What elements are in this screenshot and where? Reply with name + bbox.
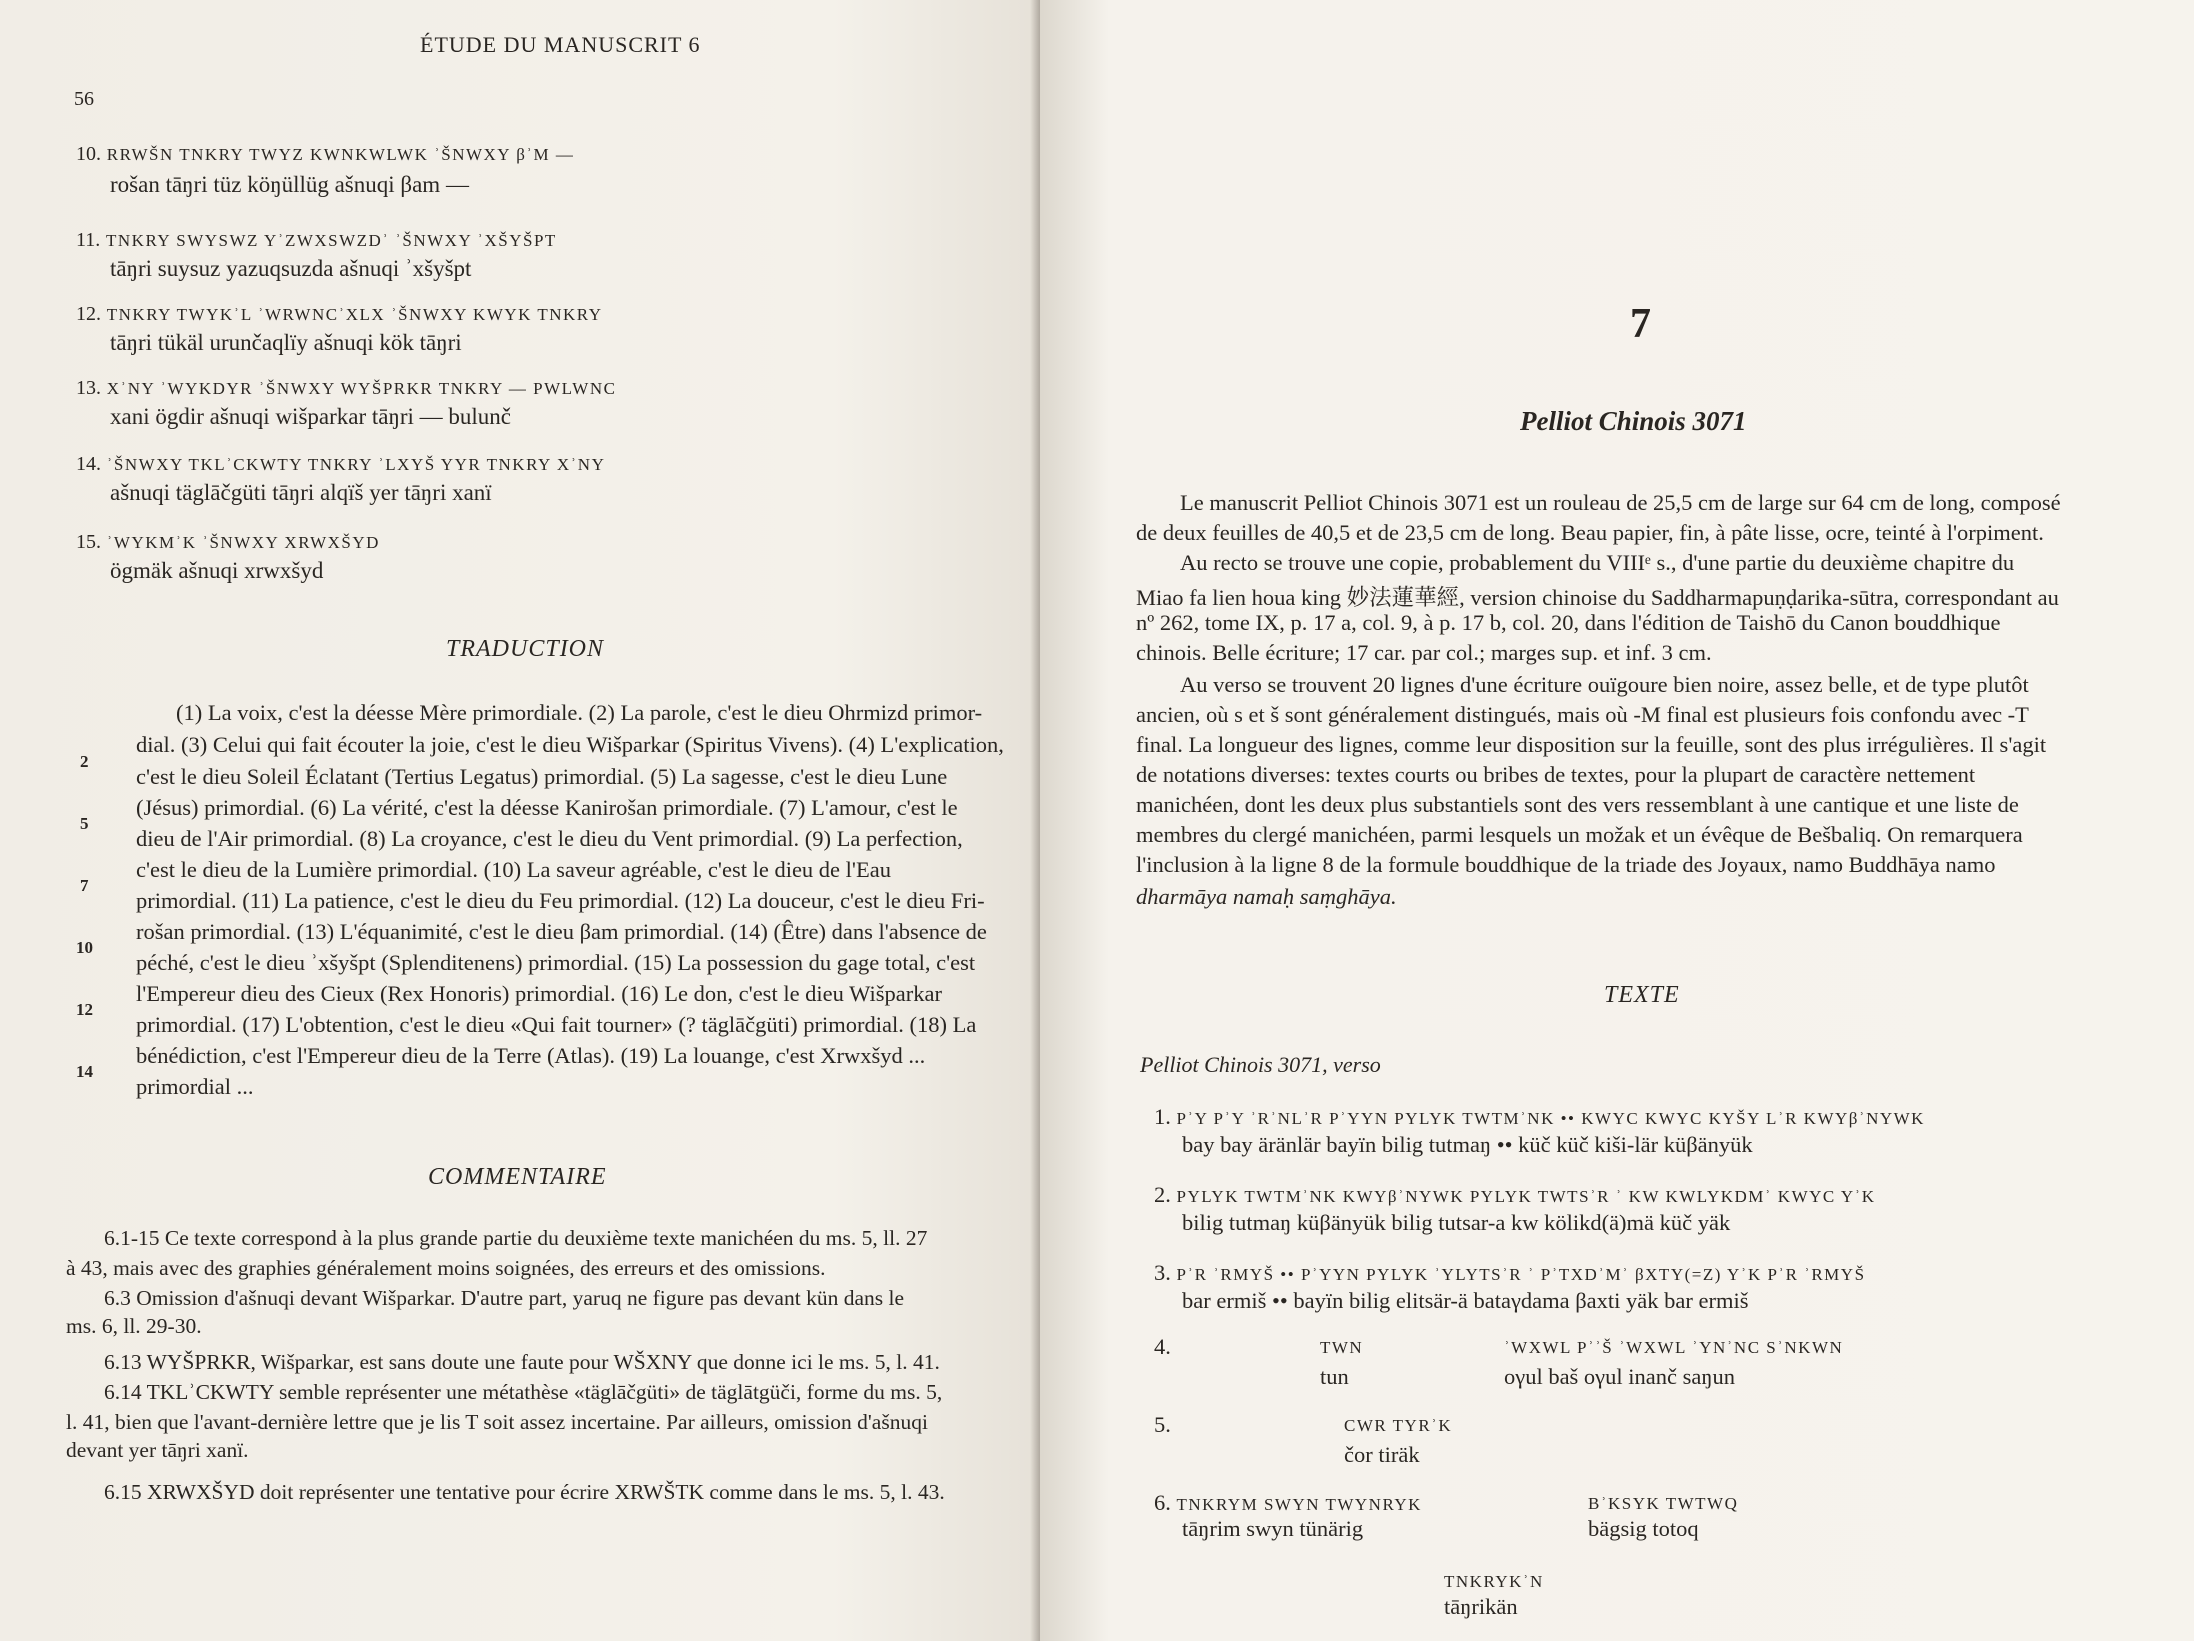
right-page xyxy=(1040,0,2194,1641)
text-line: TNKRYKʾN xyxy=(1444,1572,1544,1591)
commentaire-heading: COMMENTAIRE xyxy=(428,1164,607,1190)
text-line: 15. ʾWYKMʾK ʾŠNWXY XRWXŠYD xyxy=(76,531,380,553)
verso-label: Pelliot Chinois 3071, verso xyxy=(1140,1052,1381,1077)
text-line: 11. TNKRY SWYSWZ YʾZWXSWZDʾ ʾŠNWXY ʾXŠYŠPT xyxy=(76,229,557,251)
intro-line: de notations diverses: textes courts ou bribes de textes, pour la plupart de caractère nettement xyxy=(1136,762,1976,787)
traduction-line: dieu de l'Air primordial. (8) La croyance, c'est le dieu du Vent primordial. (9) La perfection, xyxy=(136,826,963,851)
text-line: 12. TNKRY TWYKʾL ʾWRWNCʾXLX ʾŠNWXY KWYK TNKRY xyxy=(76,303,603,325)
intro-line: Miao fa lien houa king 妙法蓮華經, version chinoise du Saddharmapuṇḍarika-sūtra, correspondant au xyxy=(1136,585,2059,610)
text-line-latin: tāŋrim swyn tünärig xyxy=(1182,1516,1364,1541)
texte-heading: TEXTE xyxy=(1604,982,1680,1008)
traduction-line: dial. (3) Celui qui fait écouter la joie, c'est le dieu Wišparkar (Spiritus Vivens). (4) L'explication, xyxy=(136,732,1004,757)
traduction-heading: TRADUCTION xyxy=(446,636,605,662)
text-line-latin: ögmäk ašnuqi xrwxšyd xyxy=(110,558,324,583)
traduction-line: primordial ... xyxy=(136,1074,254,1099)
text-line: 2. PYLYK TWTMʾNK KWYβʾNYWK PYLYK TWTSʾR ʾ KW KWLYKDMʾ KWYC YʾK xyxy=(1154,1182,1876,1207)
text-line-latin: oγul baš oγul inanč saŋun xyxy=(1504,1364,1735,1389)
text-line: BʾKSYK TWTWQ xyxy=(1588,1494,1739,1513)
intro-line: Au recto se trouve une copie, probablement du VIIIᵉ s., d'une partie du deuxième chapitre du xyxy=(1180,550,2015,575)
text-line-number: 5. xyxy=(1154,1412,1171,1437)
text-line-latin: bilig tutmaŋ küβänyük bilig tutsar-a kw kölikd(ä)mä küč yäk xyxy=(1182,1210,1731,1235)
commentaire-line: devant yer tāŋri xanï. xyxy=(66,1438,249,1462)
commentaire-line: 6.14 TKLʾCKWTY semble représenter une métathèse «täglāčgüti» de täglātgüči, forme du ms. 5, xyxy=(104,1380,943,1404)
text-line: 10. RRWŠN TNKRY TWYZ KWNKWLWK ʾŠNWXY βʾM — xyxy=(76,143,575,165)
left-page: ÉTUDE DU MANUSCRIT 6 56 10. RRWŠN TNKRY TWYZ KWNKWLWK ʾŠNWXY βʾM — rošan tāŋri tüz köŋüllüg ašnuqi βam — 11. TNKRY SWYSWZ YʾZWXSWZDʾ ʾŠNWXY ʾXŠYŠPT tāŋri suysuz yazuqsuzda ašnuqi ʾxšyšpt 12. TNKRY TWYKʾL ʾWRWNCʾXLX ʾŠNWXY KWYK TNKRY tāŋri tükäl urunčaqlïy ašnuqi kök tāŋri 13. XʾNY ʾWYKDYR ʾŠNWXY WYŠPRKR TNKRY — PWLWNC xani ögdir ašnuqi wišparkar tāŋri — bulunč 14. ʾŠNWXY TKLʾCKWTY TNKRY ʾLXYŠ YYR TNKRY XʾNY ašnuqi täglāčgüti tāŋri alqïš yer tāŋri xanï 15. ʾWYKMʾK ʾŠNWXY XRWXŠYD ögmäk ašnuqi xrwxšyd TRADUCTION 2 5 7 10 12 14 (1) La voix, c'est la déesse Mère primordiale. (2) La parole, c'est le dieu Ohrmizd primor- dial. (3) Celui qui fait écouter la joie, c'est le dieu Wišparkar (Spiritus Vivens). (4) L'explication, c'est le dieu Soleil Éclatant (Tertius Legatus) primordial. (5) La sagesse, c'est le dieu Lune (Jésus) primordial. (6) La vérité, c'est la déesse Kanirošan primordiale. (7) L'amour, c'est le dieu de l'Air primordial. (8) La croyance, c'est le dieu du Vent primordial. (9) La perfection, c'est le dieu de la Lumière primordial. (10) La saveur agréable, c'est le dieu de l'Eau primordial. (11) La patience, c'est le dieu du Feu primordial. (12) La douceur, c'est le dieu Fri- rošan primordial. (13) L'équanimité, c'est le dieu βam primordial. (14) (Être) dans l'absence de péché, c'est le dieu ʾxšyšpt (Splenditenens) primordial. (15) La possession du gage total, c'est l'Empereur dieu des Cieux (Rex Honoris) primordial. (16) Le don, c'est le dieu Wišparkar primordial. (17) L'obtention, c'est le dieu «Qui fait tourner» (? täglāčgüti) primordial. (18) La bénédiction, c'est l'Empereur dieu de la Terre (Atlas). (19) La louange, c'est Xrwxšyd ... primordial ... COMMENTAIRE 6.1-15 Ce texte correspond à la plus grande partie du deuxième texte manichéen du ms. 5, ll. 27 à 43, mais avec des graphies généralement moins soignées, des erreurs et des omissions. 6.3 Omission d'ašnuqi devant Wišparkar. D'autre part, yaruq ne figure pas devant kün dans le ms. 6, ll. 29-30. 6.13 WYŠPRKR, Wišparkar, est sans doute une faute pour WŠXNY que donne ici le ms. 5, l. 41. 6.14 TKLʾCKWTY semble représenter une métathèse «täglāčgüti» de täglātgüči, forme du ms. 5, l. 41, bien que l'avant-dernière lettre que je lis T soit assez incertaine. Par ailleurs, omission d'ašnuqi devant yer tāŋri xanï. 6.15 XRWXŠYD doit représenter une tentative pour écrire XRWŠTK comme dans le ms. 5, l. 43. xyxy=(0,0,1040,1641)
intro-line: final. La longueur des lignes, comme leur disposition sur la feuille, sont des plus irrégulières. Il s'agit xyxy=(1136,732,2047,757)
chapter-number: 7 xyxy=(1630,301,1651,347)
text-line-latin: bar ermiš •• bayïn bilig elitsär-ä bataγdama βaxti yäk bar ermiš xyxy=(1182,1288,1749,1313)
commentaire-line: à 43, mais avec des graphies généralement moins soignées, des erreurs et des omissions. xyxy=(66,1256,826,1280)
text-line-latin: tāŋrikän xyxy=(1444,1594,1518,1619)
commentaire-line: l. 41, bien que l'avant-dernière lettre que je lis T soit assez incertaine. Par ailleurs, omission d'ašnuqi xyxy=(66,1410,928,1434)
text-line-latin: rošan tāŋri tüz köŋüllüg ašnuqi βam — xyxy=(110,172,469,197)
text-line: 3. PʾR ʾRMYŠ •• PʾYYN PYLYK ʾYLYTSʾR ʾ PʾTXDʾMʾ βXTY(=Z) YʾK PʾR ʾRMYŠ xyxy=(1154,1260,1866,1285)
intro-line: chinois. Belle écriture; 17 car. par col.; marges sup. et inf. 3 cm. xyxy=(1136,640,1712,665)
traduction-line: c'est le dieu Soleil Éclatant (Tertius Legatus) primordial. (5) La sagesse, c'est le dieu Lune xyxy=(136,764,948,789)
traduction-line: l'Empereur dieu des Cieux (Rex Honoris) primordial. (16) Le don, c'est le dieu Wišparkar xyxy=(136,981,942,1006)
traduction-line: péché, c'est le dieu ʾxšyšpt (Splenditenens) primordial. (15) La possession du gage total, c'est xyxy=(136,950,976,975)
text-line-latin: ašnuqi täglāčgüti tāŋri alqïš yer tāŋri xanï xyxy=(110,480,492,505)
text-line: TWN xyxy=(1320,1338,1364,1357)
traduction-line: (Jésus) primordial. (6) La vérité, c'est la déesse Kanirošan primordiale. (7) L'amour, c'est le xyxy=(136,795,958,820)
intro-line: ancien, où s et š sont généralement distingués, mais où -M final est plusieurs fois confondu avec -T xyxy=(1136,702,2029,727)
text-line: 6. TNKRYM SWYN TWYNRYK xyxy=(1154,1490,1422,1515)
traduction-line: c'est le dieu de la Lumière primordial. (10) La saveur agréable, c'est le dieu de l'Eau xyxy=(136,857,891,882)
text-line: CWR TYRʾK xyxy=(1344,1416,1453,1435)
text-line: 1. PʾY PʾY ʾRʾNLʾR PʾYYN PYLYK TWTMʾNK •• KWYC KWYC KYŠY LʾR KWYβʾNYWK xyxy=(1154,1104,1925,1129)
commentaire-line: 6.3 Omission d'ašnuqi devant Wišparkar. D'autre part, yaruq ne figure pas devant kün dans le xyxy=(104,1286,904,1310)
text-line-number: 4. xyxy=(1154,1334,1171,1359)
commentaire-line: ms. 6, ll. 29-30. xyxy=(66,1314,202,1338)
text-line-latin: tāŋri suysuz yazuqsuzda ašnuqi ʾxšyšpt xyxy=(110,256,472,281)
intro-line: Au verso se trouvent 20 lignes d'une écriture ouïgoure bien noire, assez belle, et de type plutôt xyxy=(1180,672,2029,697)
traduction-line: (1) La voix, c'est la déesse Mère primordiale. (2) La parole, c'est le dieu Ohrmizd primor- xyxy=(176,700,983,725)
intro-line: l'inclusion à la ligne 8 de la formule bouddhique de la triade des Joyaux, namo Buddhāya namo xyxy=(1136,852,1996,877)
intro-line: dharmāya namaḥ saṃghāya. xyxy=(1136,884,1397,909)
commentaire-line: 6.15 XRWXŠYD doit représenter une tentative pour écrire XRWŠTK comme dans le ms. 5, l. 43. xyxy=(104,1480,945,1504)
traduction-line: rošan primordial. (13) L'équanimité, c'est le dieu βam primordial. (14) (Être) dans l'absence de xyxy=(136,919,987,944)
traduction-line: bénédiction, c'est l'Empereur dieu de la Terre (Atlas). (19) La louange, c'est Xrwxšyd ... xyxy=(136,1043,926,1068)
text-line: 13. XʾNY ʾWYKDYR ʾŠNWXY WYŠPRKR TNKRY — PWLWNC xyxy=(76,377,617,399)
text-line-latin: čor tiräk xyxy=(1344,1442,1420,1467)
intro-line: de deux feuilles de 40,5 et de 23,5 cm de long. Beau papier, fin, à pâte lisse, ocre, teinté à l'orpiment. xyxy=(1136,520,2044,545)
chapter-title: Pelliot Chinois 3071 xyxy=(1520,406,1747,436)
page-number: 56 xyxy=(74,88,94,110)
commentaire-line: 6.13 WYŠPRKR, Wišparkar, est sans doute une faute pour WŠXNY que donne ici le ms. 5, l. 41. xyxy=(104,1350,940,1374)
intro-line: membres du clergé manichéen, parmi lesquels un možak et un évêque de Bešbaliq. On remarquera xyxy=(1136,822,2023,847)
traduction-line: primordial. (11) La patience, c'est le dieu du Feu primordial. (12) La douceur, c'est le dieu Fri- xyxy=(136,888,985,913)
text-line: 14. ʾŠNWXY TKLʾCKWTY TNKRY ʾLXYŠ YYR TNKRY XʾNY xyxy=(76,453,606,475)
text-line-latin: bay bay äränlär bayïn bilig tutmaŋ •• küč küč kiši-lär küβänyük xyxy=(1182,1132,1753,1157)
running-header: ÉTUDE DU MANUSCRIT 6 xyxy=(420,32,701,57)
text-line-latin: bägsig totoq xyxy=(1588,1516,1699,1541)
intro-line: Le manuscrit Pelliot Chinois 3071 est un rouleau de 25,5 cm de large sur 64 cm de long, composé xyxy=(1180,490,2061,515)
text-line: ʾWXWL PʾʾŠ ʾWXWL ʾYNʾNC SʾNKWN xyxy=(1504,1338,1844,1357)
text-line-latin: tun xyxy=(1320,1364,1349,1389)
commentaire-line: 6.1-15 Ce texte correspond à la plus grande partie du deuxième texte manichéen du ms. 5, ll. 27 xyxy=(104,1226,928,1250)
intro-line: manichéen, dont les deux plus substantiels sont des vers ressemblant à une cantique et une liste de xyxy=(1136,792,2019,817)
text-line-latin: xani ögdir ašnuqi wišparkar tāŋri — bulunč xyxy=(110,404,512,429)
traduction-line: primordial. (17) L'obtention, c'est le dieu «Qui fait tourner» (? täglāčgüti) primordial. (18) La xyxy=(136,1012,977,1037)
text-line-latin: tāŋri tükäl urunčaqlïy ašnuqi kök tāŋri xyxy=(110,330,462,355)
intro-line: nº 262, tome IX, p. 17 a, col. 9, à p. 17 b, col. 20, dans l'édition de Taishō du Canon bouddhique xyxy=(1136,610,2001,635)
